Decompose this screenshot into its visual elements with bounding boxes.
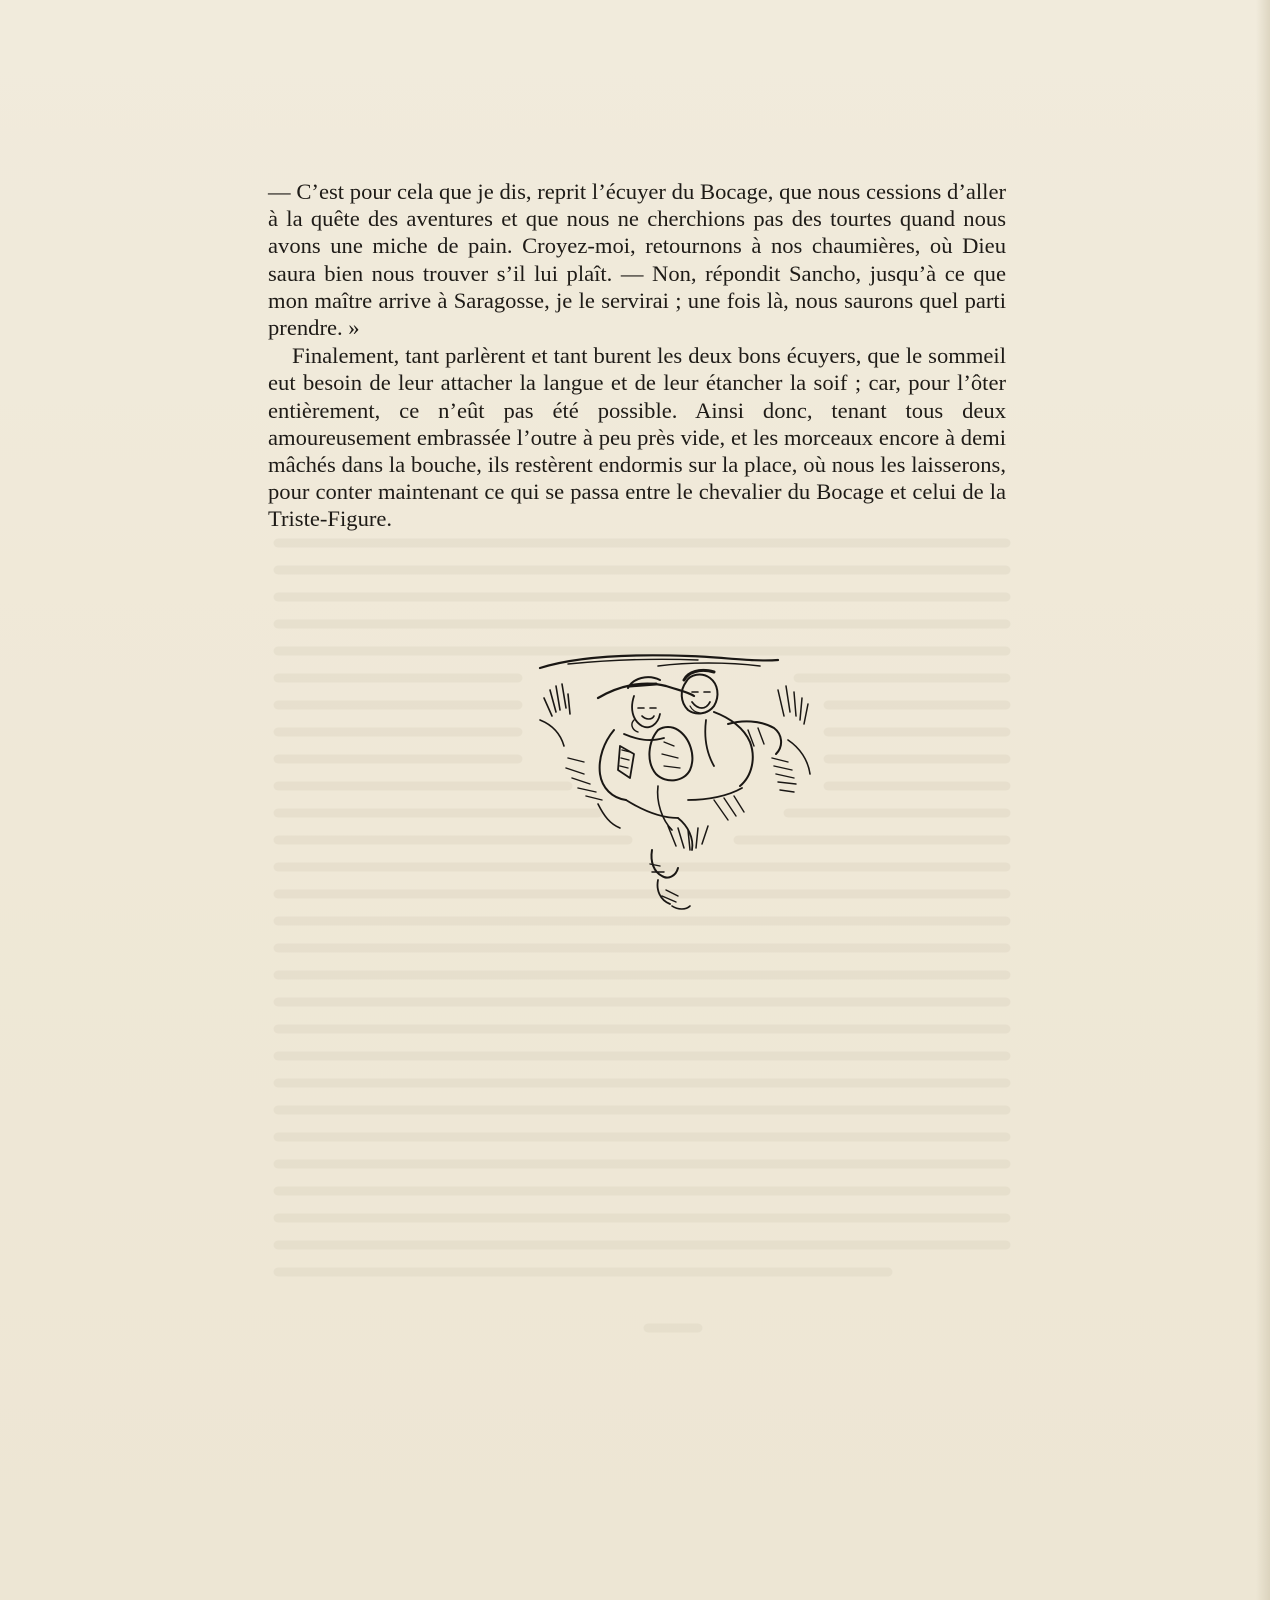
paragraph-dialogue: — C’est pour cela que je dis, reprit l’écuyer du Bocage, que nous cessions d’aller à la quête des aventures et que nous ne cherchions pas des tourtes quand nous avons une miche de pain. Croyez-moi, retournons à nos chaumières, où Dieu saura bien nous trouver s’il lui plaît. — Non, répondit Sancho, jusqu’à ce que mon maître arrive à Saragosse, je le servirai ; une fois là, nous saurons quel parti prendre. » [268,179,1006,341]
page-edge-shadow [1256,0,1270,1600]
paragraph-narration: Finalement, tant parlèrent et tant burent les deux bons écuyers, que le sommeil eut besoin de leur attacher la langue et de leur étancher la soif ; car, pour l’ôter entièrement, ce n’eût pas été possible. Ainsi donc, tenant tous deux amoureusement embrassée l’outre à peu près vide, et les morceaux encore à demi mâchés dans la bouche, ils restèrent endormis sur la place, où nous les laisserons, pour conter maintenant ce qui se passa entre le chevalier du Bocage et celui de la Triste-Figure. [268,343,1006,532]
body-text [268,178,1006,533]
sleeping-squires-drawing [538,650,838,912]
